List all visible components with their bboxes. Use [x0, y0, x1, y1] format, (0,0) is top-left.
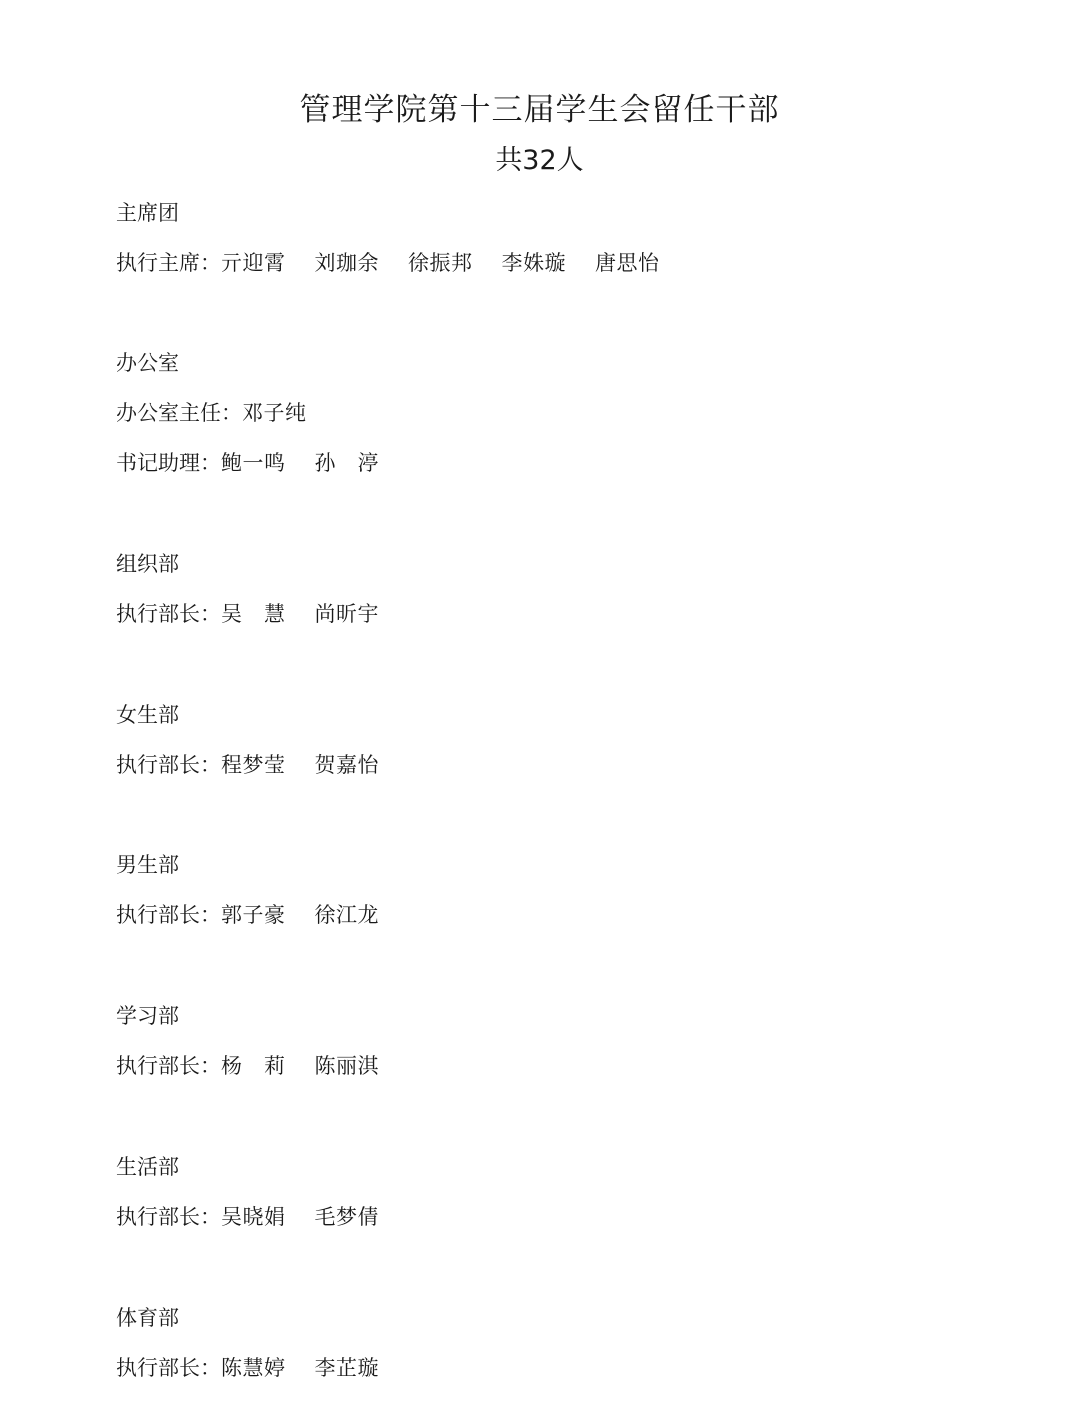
role-label: 执行部长： — [116, 1356, 221, 1380]
member-name: 郭子豪 — [221, 903, 286, 927]
role-label: 执行部长： — [116, 753, 221, 777]
member-name: 李姝璇 — [501, 251, 566, 275]
dept-heading: 组织部 — [116, 552, 179, 576]
member-name: 尚昕宇 — [314, 602, 379, 626]
role-label: 办公室主任： — [116, 401, 242, 425]
member-name: 邓子纯 — [242, 401, 307, 425]
name-list — [221, 1202, 408, 1232]
role-row — [116, 1353, 1016, 1383]
name-list — [221, 1353, 408, 1383]
dept-heading: 办公室 — [116, 351, 179, 375]
role-row — [116, 448, 1016, 478]
name-list — [242, 398, 336, 428]
page-subtitle: 共32人 — [495, 145, 584, 176]
role-row — [116, 750, 1016, 780]
member-name: 李芷璇 — [314, 1356, 379, 1380]
role-label: 执行部长： — [116, 1054, 221, 1078]
member-name: 毛梦倩 — [314, 1205, 379, 1229]
name-list — [221, 750, 408, 780]
role-label: 执行部长： — [116, 602, 221, 626]
member-name: 陈慧婷 — [221, 1356, 286, 1380]
dept-heading: 体育部 — [116, 1306, 179, 1330]
member-name: 陈丽淇 — [314, 1054, 379, 1078]
role-label: 执行主席： — [116, 251, 221, 275]
dept-heading: 主席团 — [116, 201, 179, 225]
member-name: 亓迎霄 — [221, 251, 286, 275]
member-name: 徐振邦 — [408, 251, 473, 275]
section-female-students — [116, 700, 1016, 780]
role-label: 书记助理： — [116, 451, 221, 475]
page-title: 管理学院第十三届学生会留任干部 — [299, 92, 780, 128]
member-name: 徐江龙 — [314, 903, 379, 927]
role-label: 执行部长： — [116, 1205, 221, 1229]
section-study — [116, 1001, 1016, 1081]
role-row — [116, 900, 1016, 930]
member-name: 程梦莹 — [221, 753, 286, 777]
dept-heading: 生活部 — [116, 1155, 179, 1179]
dept-heading: 男生部 — [116, 853, 179, 877]
name-list — [221, 599, 408, 629]
section-presidium — [116, 198, 1016, 278]
member-name: 孙 渟 — [314, 451, 379, 475]
member-name: 吴晓娟 — [221, 1205, 286, 1229]
role-label: 执行部长： — [116, 903, 221, 927]
member-name: 刘珈余 — [314, 251, 379, 275]
member-name: 杨 莉 — [221, 1054, 286, 1078]
name-list — [221, 248, 689, 278]
section-organization — [116, 549, 1016, 629]
role-row — [116, 1202, 1016, 1232]
member-name: 唐思怡 — [595, 251, 660, 275]
role-row — [116, 398, 1016, 428]
role-row — [116, 1051, 1016, 1081]
section-life — [116, 1152, 1016, 1232]
section-male-students — [116, 850, 1016, 930]
role-row — [116, 248, 1016, 278]
section-office — [116, 348, 1016, 478]
name-list — [221, 900, 408, 930]
member-name: 贺嘉怡 — [314, 753, 379, 777]
dept-heading: 女生部 — [116, 703, 179, 727]
dept-heading: 学习部 — [116, 1004, 179, 1028]
role-row — [116, 599, 1016, 629]
member-name: 鲍一鸣 — [221, 451, 286, 475]
section-sports — [116, 1303, 1016, 1383]
name-list — [221, 448, 408, 478]
member-name: 吴 慧 — [221, 602, 286, 626]
name-list — [221, 1051, 408, 1081]
